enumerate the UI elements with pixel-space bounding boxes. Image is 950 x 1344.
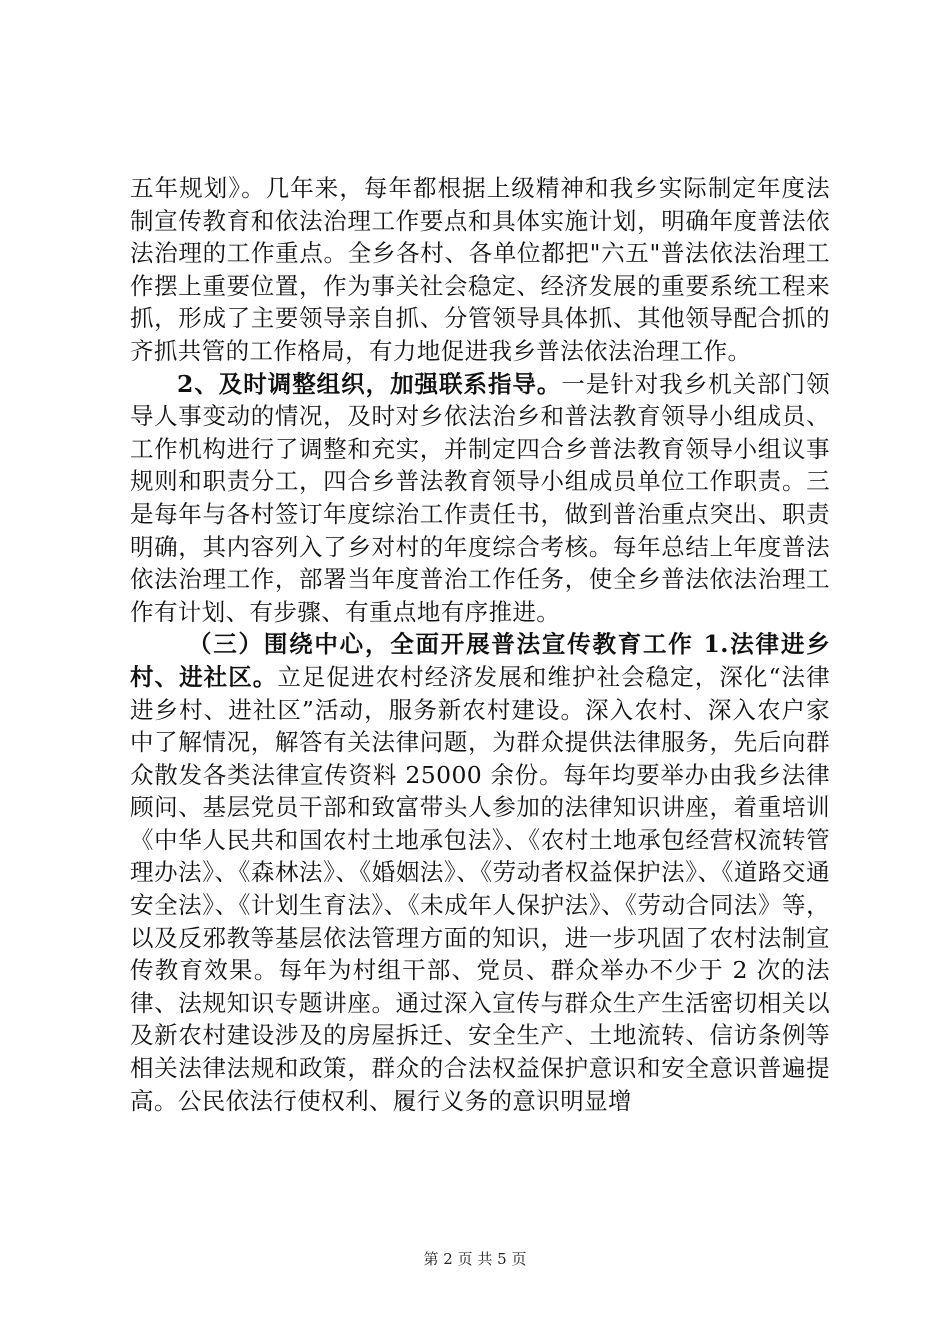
paragraph-3	[130, 628, 830, 1117]
paragraph-3-heading: （三）围绕中心，全面开展普法宣传教育工作 1.法律进乡村、进社区。	[130, 630, 830, 691]
paragraph-3-body: 立足促进农村经济发展和维护社会稳定，深化“法律进乡村、进社区”活动，服务新农村建设。深入农村、深入农户家中了解情况，解答有关法律问题，为群众提供法律服务，先后向群众散发各类法律宣传资料 25000 余份。每年均要举办由我乡法律顾问、基层党员干部和致富带头人参加的法律知识讲座，着重培训《中华人民共和国农村土地承包法》、《农村土地承包经营权流转管理办法》、《森林法》、《婚姻法》、《劳动者权益保护法》、《道路交通安全法》、《计划生育法》、《未成年人保护法》、《劳动合同法》等，以及反邪教等基层依法管理方面的知识，进一步巩固了农村法制宣传教育效果。每年为村组干部、党员、群众举办不少于 2 次的法律、法规知识专题讲座。通过深入宣传与群众生产生活密切相关以及新农村建设涉及的房屋拆迁、安全生产、土地流转、信访条例等相关法律法规和政策，群众的合法权益保护意识和安全意识普遍提高。公民依法行使权利、履行义务的意识明显增	[130, 662, 830, 1115]
paragraph-2-heading: 2、及时调整组织，加强联系指导。	[177, 369, 562, 398]
document-body	[130, 172, 830, 1117]
paragraph-1: 五年规划》。几年来，每年都根据上级精神和我乡实际制定年度法制宣传教育和依法治理工作要点和具体实施计划，明确年度普法依法治理的工作重点。全乡各村、各单位都把"六五"普法依法治理工作摆上重要位置，作为事关社会稳定、经济发展的重要系统工程来抓，形成了主要领导亲自抓、分管领导具体抓、其他领导配合抓的齐抓共管的工作格局，有力地促进我乡普法依法治理工作。	[130, 174, 830, 365]
page-number-footer: 第 2 页 共 5 页	[423, 1250, 527, 1268]
paragraph-2	[130, 368, 830, 629]
paragraph-2-body: 一是针对我乡机关部门领导人事变动的情况，及时对乡依法治乡和普法教育领导小组成员、工作机构进行了调整和充实，并制定四合乡普法教育领导小组议事规则和职责分工，四合乡普法教育领导小组成员单位工作职责。三是每年与各村签订年度综治工作责任书，做到普治重点突出、职责明确，其内容列入了乡对村的年度综合考核。每年总结上年度普法依法治理工作，部署当年度普治工作任务，使全乡普法依法治理工作有计划、有步骤、有重点地有序推进。	[130, 369, 830, 626]
